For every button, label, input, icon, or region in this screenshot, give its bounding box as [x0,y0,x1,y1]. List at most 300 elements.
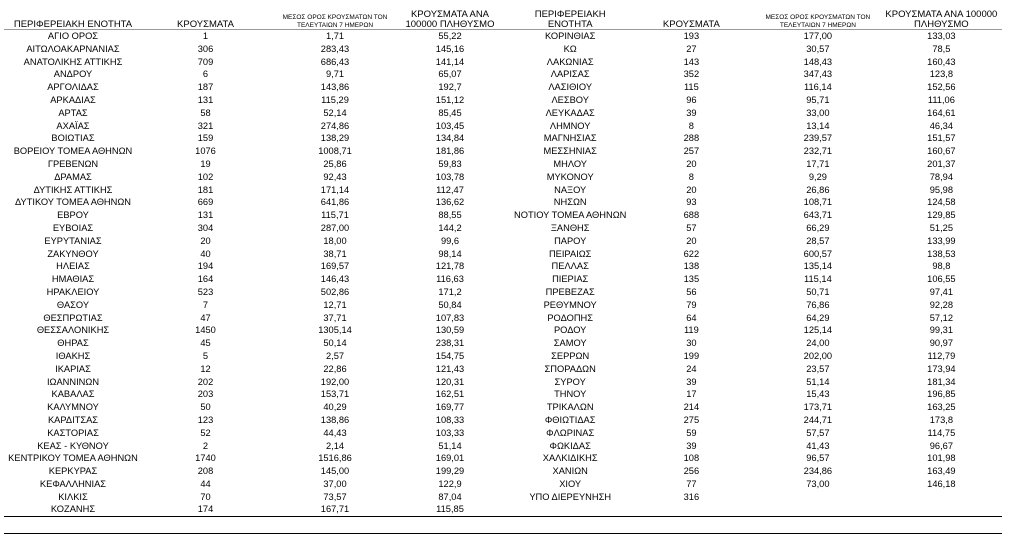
region-cell: ΕΒΡΟΥ [57,210,89,221]
region-cell: ΚΑΣΤΟΡΙΑΣ [47,427,99,438]
table-row [514,235,1003,248]
table-row [514,414,1003,427]
region-cell: ΛΕΥΚΑΔΑΣ [545,107,595,118]
table-row [4,209,499,222]
table-row [514,260,1003,273]
avg7-cell: 9,71 [325,69,345,80]
region-cell: ΝΟΤΙΟΥ ΤΟΜΕΑ ΑΘΗΝΩΝ [514,210,627,221]
per100k-cell: 169,01 [435,453,465,464]
avg7-cell: 283,43 [320,43,350,54]
per100k-cell: 99,31 [929,325,953,336]
cases-cell: 39 [686,376,697,387]
per100k-cell: 87,04 [438,491,462,502]
table-row [4,350,499,363]
cases-cell: 135 [683,274,700,285]
region-cell: ΚΟΖΑΝΗΣ [50,504,96,515]
header-row [4,4,499,30]
per100k-cell: 163,25 [927,402,956,413]
avg7-cell: 95,71 [806,94,830,105]
avg7-cell: 92,43 [323,171,347,182]
header-avg7: ΜΕΣΟΣ ΟΡΟΣ ΚΡΟΥΣΜΑΤΩΝ ΤΟΝ ΤΕΛΕΥΤΑΙΩΝ 7 ΗΜΕΡΩΝ [765,14,871,29]
cases-cell: 193 [683,31,700,41]
table-row [514,363,1003,376]
table-row [514,337,1003,350]
per100k-cell: 106,55 [927,274,956,285]
per100k-cell: 130,59 [435,325,465,336]
avg7-cell: 600,57 [803,248,833,259]
region-cell: ΗΛΕΙΑΣ [56,261,90,272]
region-cell: ΦΘΙΩΤΙΔΑΣ [544,414,596,425]
avg7-cell: 13,14 [806,120,830,131]
avg7-cell: 37,71 [323,312,347,323]
region-cell: ΖΑΚΥΝΘΟΥ [47,248,99,259]
table-row [514,452,1003,465]
right-table [514,4,1003,503]
avg7-cell: 26,86 [806,184,830,195]
cases-cell: 59 [686,427,697,438]
region-cell: ΚΑΡΔΙΤΣΑΣ [47,414,99,425]
cases-cell: 306 [197,43,214,54]
per100k-cell: 57,12 [929,312,953,323]
per100k-cell: 103,33 [435,427,465,438]
region-cell: ΧΑΝΙΩΝ [552,466,588,477]
table-row [4,222,499,235]
per100k-cell: 154,75 [435,350,465,361]
region-cell: ΚΕΦΑΛΛΗΝΙΑΣ [39,478,107,489]
table-row [514,350,1003,363]
avg7-cell: 15,43 [806,389,830,400]
per100k-cell: 199,29 [435,466,465,477]
avg7-cell: 40,29 [323,402,347,413]
header-region: ΠΕΡΙΦΕΡΕΙΑΚΗ ΕΝΟΤΗΤΑ [534,9,606,30]
avg7-cell: 643,71 [803,210,833,221]
avg7-cell: 287,00 [320,222,350,233]
cases-cell: 24 [686,363,697,374]
region-cell: ΤΡΙΚΑΛΩΝ [546,402,594,413]
cases-cell: 214 [683,402,700,413]
table-row [4,478,499,491]
cases-cell: 102 [197,171,214,182]
region-cell: ΚΑΒΑΛΑΣ [51,389,95,400]
region-cell: ΝΗΣΩΝ [553,197,587,208]
table-row [514,56,1003,69]
region-cell: ΚΕΡΚΥΡΑΣ [48,466,98,477]
table-row [4,30,499,43]
cases-cell: 93 [686,197,697,208]
per100k-cell: 103,78 [435,171,465,182]
table-row [514,120,1003,133]
cases-cell: 52 [200,427,211,438]
left-table-body [4,30,499,516]
avg7-cell: 274,86 [320,120,350,131]
cases-cell: 143 [683,56,700,67]
region-cell: ΠΕΛΛΑΣ [551,261,589,272]
table-row [514,81,1003,94]
cases-cell: 17 [686,389,697,400]
cases-cell: 7 [202,299,209,310]
region-cell: ΑΓΙΟ ΟΡΟΣ [47,31,99,41]
table-row [4,465,499,478]
table-row [514,248,1003,261]
per100k-cell: 98,14 [438,248,462,259]
table-row [4,337,499,350]
avg7-cell: 28,57 [806,235,830,246]
per100k-cell: 133,03 [927,31,956,41]
region-cell: ΗΡΑΚΛΕΙΟΥ [46,286,100,297]
cases-cell: 164 [197,274,214,285]
cases-cell: 27 [686,43,697,54]
avg7-cell: 125,14 [803,325,833,336]
region-cell: ΓΡΕΒΕΝΩΝ [47,158,99,169]
cases-cell: 709 [197,56,214,67]
cases-cell: 304 [197,222,214,233]
per100k-cell: 98,8 [932,261,951,272]
avg7-cell: 347,43 [803,69,833,80]
cases-cell: 115 [683,82,699,93]
per100k-cell: 112,79 [927,350,956,361]
per100k-cell: 78,5 [932,43,951,54]
region-cell: ΣΕΡΡΩΝ [551,350,590,361]
table-row [4,286,499,299]
per100k-cell: 173,8 [929,414,953,425]
per100k-cell: 171,2 [438,286,462,297]
table-row [514,312,1003,325]
avg7-cell: 153,71 [320,389,350,400]
cases-cell: 20 [686,184,697,195]
cases-cell: 208 [197,466,214,477]
per100k-cell: 134,84 [435,133,465,144]
table-row [514,30,1003,43]
table-row [4,414,499,427]
cases-cell: 47 [200,312,211,323]
cases-cell: 181 [197,184,214,195]
region-cell: ΚΕΑΣ - ΚΥΘΝΟΥ [37,440,109,451]
region-cell: ΡΟΔΟΥ [553,325,587,336]
avg7-cell: 167,71 [320,504,350,515]
per100k-cell: 146,18 [927,478,956,489]
cases-cell: 64 [686,312,697,323]
region-cell: ΘΕΣΣΑΛΟΝΙΚΗΣ [36,325,110,336]
avg7-cell: 1008,71 [318,146,352,157]
cases-cell: 688 [683,210,700,221]
table-row [4,273,499,286]
table-row [514,68,1003,81]
table-row [514,184,1003,197]
table-row [4,248,499,261]
per100k-cell: 160,67 [927,146,956,157]
avg7-cell: 33,00 [806,107,830,118]
region-cell: ΔΥΤΙΚΗΣ ΑΤΤΙΚΗΣ [33,184,113,195]
region-cell: ΛΑΣΙΘΙΟΥ [548,82,593,93]
per100k-cell: 46,34 [929,120,953,131]
region-cell: ΑΝΔΡΟΥ [53,69,93,80]
region-cell: ΚΙΛΚΙΣ [58,491,88,502]
per100k-cell: 181,86 [435,146,465,157]
avg7-cell: 44,43 [323,427,347,438]
per100k-cell [879,491,1003,504]
avg7-cell: 641,86 [320,197,350,208]
avg7-cell: 108,71 [803,197,833,208]
region-cell: ΥΠΟ ΔΙΕΡΕΥΝΗΣΗ [529,491,612,502]
cases-cell: 159 [197,133,214,144]
region-cell: ΕΥΡΥΤΑΝΙΑΣ [44,235,102,246]
avg7-cell: 2,14 [325,440,345,451]
cases-cell: 138 [683,261,700,272]
avg7-cell: 1,71 [325,31,345,41]
table-row [514,158,1003,171]
header-row [514,4,1003,30]
cases-cell: 8 [688,120,694,131]
region-cell: ΘΕΣΠΡΩΤΙΑΣ [43,312,103,323]
per100k-cell: 99,6 [440,235,460,246]
table-row [4,171,499,184]
cases-cell: 352 [683,69,700,80]
region-cell: ΦΛΩΡΙΝΑΣ [546,427,595,438]
per100k-cell: 103,45 [435,120,465,131]
table-row [4,324,499,337]
per100k-cell: 196,85 [927,389,956,400]
per100k-cell: 192,7 [438,82,462,93]
header-avg7: ΜΕΣΟΣ ΟΡΟΣ ΚΡΟΥΣΜΑΤΩΝ ΤΟΝ ΤΕΛΕΥΤΑΙΩΝ 7 ΗΜΕΡΩΝ [282,14,388,29]
avg7-cell: 148,43 [803,56,833,67]
avg7-cell: 244,71 [803,414,833,425]
region-cell: ΒΟΙΩΤΙΑΣ [51,133,95,144]
region-cell: ΚΑΛΥΜΝΟΥ [47,402,99,413]
per100k-cell: 88,55 [438,210,462,221]
avg7-cell: 37,00 [323,478,347,489]
table-row [514,145,1003,158]
avg7-cell: 38,71 [323,248,347,259]
region-cell: ΧΑΛΚΙΔΙΚΗΣ [542,453,598,464]
avg7-cell: 232,71 [803,146,833,157]
per100k-cell: 144,2 [438,222,462,233]
avg7-cell: 239,57 [803,133,833,144]
avg7-cell: 135,14 [803,261,833,272]
avg7-cell: 234,86 [803,466,833,477]
table-row [514,299,1003,312]
per100k-cell: 51,14 [438,440,462,451]
cases-cell: 669 [197,197,214,208]
cases-cell: 2 [202,440,209,451]
region-cell: ΜΗΛΟΥ [553,158,587,169]
per100k-cell: 201,37 [927,158,956,169]
per100k-cell: 96,67 [929,440,953,451]
per100k-cell: 121,78 [435,261,465,272]
table-row [4,491,499,504]
cases-cell: 96 [686,94,697,105]
region-cell: ΘΗΡΑΣ [57,338,89,349]
cases-cell: 256 [683,466,700,477]
cases-cell: 56 [686,286,697,297]
per100k-cell: 163,49 [927,466,956,477]
region-cell: ΙΚΑΡΙΑΣ [55,363,91,374]
table-row [4,196,499,209]
region-cell: ΚΩ [563,43,577,54]
cases-cell: 622 [683,248,700,259]
cases-cell: 8 [688,171,694,182]
table-row [514,465,1003,478]
avg7-cell: 96,57 [806,453,830,464]
region-cell: ΙΩΑΝΝΙΝΩΝ [46,376,100,387]
per100k-cell: 164,61 [927,107,956,118]
region-cell: ΣΑΜΟΥ [553,338,587,349]
avg7-cell: 50,71 [806,286,830,297]
cases-cell: 50 [200,402,211,413]
avg7-cell: 145,00 [320,466,350,477]
table-row [4,235,499,248]
cases-cell: 187 [197,82,214,93]
table-row [4,68,499,81]
table-row [514,171,1003,184]
region-cell: ΠΡΕΒΕΖΑΣ [545,286,595,297]
region-cell: ΕΥΒΟΙΑΣ [52,222,94,233]
table-row [4,145,499,158]
table-row [4,184,499,197]
avg7-cell: 18,00 [323,235,347,246]
table-row [514,401,1003,414]
avg7-cell: 169,57 [320,261,350,272]
avg7-cell: 24,00 [806,338,830,349]
table-row [4,260,499,273]
per100k-cell: 108,33 [435,414,465,425]
avg7-cell: 22,86 [323,363,347,374]
region-cell: ΣΠΟΡΑΔΩΝ [544,363,596,374]
avg7-cell: 1516,86 [318,453,352,464]
cases-cell: 20 [686,158,697,169]
per100k-cell: 169,77 [435,402,465,413]
region-cell: ΑΙΤΩΛΟΑΚΑΡΝΑΝΙΑΣ [26,43,120,54]
per100k-cell: 50,84 [438,299,462,310]
per100k-cell: 107,83 [435,312,465,323]
table-row [4,299,499,312]
cases-cell: 199 [683,350,700,361]
per100k-cell: 238,31 [435,338,465,349]
table-row [514,388,1003,401]
avg7-cell: 502,86 [320,286,350,297]
per100k-cell: 160,43 [927,56,956,67]
per100k-cell: 123,8 [929,69,953,80]
per100k-cell: 90,97 [929,338,953,349]
cases-cell: 123 [197,414,214,425]
avg7-cell: 17,71 [806,158,830,169]
region-cell: ΑΝΑΤΟΛΙΚΗΣ ΑΤΤΙΚΗΣ [23,56,123,67]
cases-cell: 5 [202,350,209,361]
avg7-cell: 51,14 [806,376,830,387]
cases-cell: 19 [200,158,211,169]
cases-cell: 79 [686,299,697,310]
avg7-cell: 173,71 [803,402,833,413]
table-row [4,81,499,94]
per100k-cell: 97,41 [929,286,953,297]
region-cell: ΚΕΝΤΡΙΚΟΥ ΤΟΜΕΑ ΑΘΗΝΩΝ [8,453,138,464]
table-row [514,94,1003,107]
region-cell: ΠΙΕΡΙΑΣ [552,274,589,285]
avg7-cell: 30,57 [806,43,830,54]
avg7-cell: 115,71 [321,210,349,221]
table-row [4,312,499,325]
avg7-cell: 686,43 [320,56,350,67]
avg7-cell: 50,14 [323,338,347,349]
table-row [4,94,499,107]
per100k-cell: 181,34 [927,376,956,387]
table-row [514,43,1003,56]
region-cell: ΙΘΑΚΗΣ [55,350,91,361]
cases-cell: 1076 [195,146,216,157]
cases-cell: 194 [197,261,214,272]
region-cell: ΠΕΙΡΑΙΩΣ [548,248,592,259]
table-row [514,427,1003,440]
table-row [4,427,499,440]
cases-cell: 70 [200,491,211,502]
table-row [4,388,499,401]
region-cell: ΑΡΓΟΛΙΔΑΣ [47,82,99,93]
region-cell: ΛΑΚΩΝΙΑΣ [546,56,594,67]
table-row [514,273,1003,286]
cases-cell: 257 [683,146,700,157]
cases-cell: 58 [200,107,211,118]
table-row [4,107,499,120]
table-row [514,491,1003,504]
avg7-cell: 192,00 [320,376,350,387]
per100k-cell: 51,25 [929,222,953,233]
per100k-cell: 85,45 [438,107,462,118]
region-cell: ΝΑΞΟΥ [554,184,587,195]
table-row [4,452,499,465]
avg7-cell: 12,71 [323,299,347,310]
table-row [514,132,1003,145]
region-cell: ΛΗΜΝΟΥ [549,120,591,131]
region-cell: ΜΕΣΣΗΝΙΑΣ [543,146,597,157]
cases-cell: 44 [200,478,211,489]
table-row [4,158,499,171]
region-cell: ΗΜΑΘΙΑΣ [51,274,95,285]
table-row [514,324,1003,337]
avg7-cell: 64,29 [806,312,830,323]
cases-cell: 20 [200,235,211,246]
header-per100k: ΚΡΟΥΣΜΑΤΑ ΑΝΑ 100000 ΠΛΗΘΥΣΜΟ [885,9,998,30]
avg7-cell: 2,57 [325,350,345,361]
per100k-cell: 151,12 [435,94,465,105]
cases-cell: 316 [683,491,700,502]
region-cell: ΦΩΚΙΔΑΣ [549,440,591,451]
cases-cell: 174 [197,504,214,515]
avg7-cell: 57,57 [806,427,830,438]
table-row [514,196,1003,209]
table-row [4,376,499,389]
avg7-cell: 115,14 [804,274,832,285]
cases-cell: 6 [202,69,209,80]
region-cell: ΛΕΣΒΟΥ [551,94,589,105]
per100k-cell: 78,94 [929,171,953,182]
region-cell: ΜΑΓΝΗΣΙΑΣ [543,133,597,144]
region-cell: ΚΟΡΙΝΘΙΑΣ [544,31,596,41]
table-row [4,363,499,376]
region-cell: ΑΡΚΑΔΙΑΣ [50,94,96,105]
region-cell: ΜΥΚΟΝΟΥ [546,171,594,182]
avg7-cell: 25,86 [323,158,347,169]
per100k-cell: 152,56 [927,82,956,93]
cases-cell: 131 [197,210,214,221]
per100k-cell: 120,31 [435,376,465,387]
cases-cell: 39 [686,107,697,118]
cases-cell: 57 [686,222,697,233]
avg7-cell: 138,29 [320,133,350,144]
cases-cell: 108 [683,453,700,464]
region-cell: ΑΧΑΪΑΣ [56,120,90,131]
cases-cell: 12 [200,363,211,374]
table-row [514,376,1003,389]
cases-cell: 275 [683,414,700,425]
